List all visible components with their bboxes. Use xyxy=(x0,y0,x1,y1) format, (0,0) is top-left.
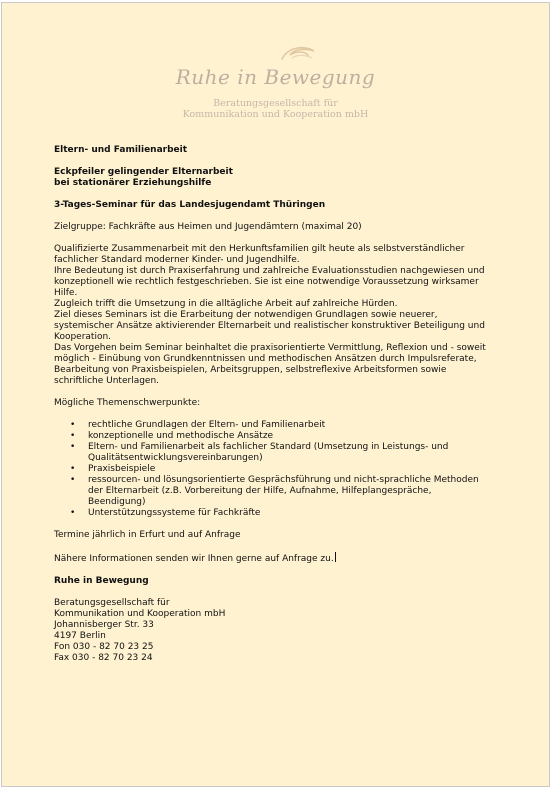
heading: Eltern- und Familienarbeit xyxy=(54,145,188,155)
bullet-icon: • xyxy=(70,420,76,430)
subheading-line: bei stationärer Erziehungshilfe xyxy=(54,178,212,188)
intro-line: Ziel dieses Seminars ist die Erarbeitung der notwendigen Grundlagen sowie neuerer, xyxy=(54,310,438,320)
list-item: • Unterstützungssysteme für Fachkräfte xyxy=(70,508,261,518)
address-block xyxy=(54,598,509,664)
list-item: • konzeptionelle und methodische Ansätze xyxy=(70,431,274,441)
seminar-title: 3-Tages-Seminar für das Landesjugendamt Thüringen xyxy=(54,200,326,210)
intro-line: Ihre Bedeutung ist durch Praxiserfahrung und zahlreiche Evaluationsstudien nachgewiesen und xyxy=(54,266,485,276)
address-line: Fax 030 - 82 70 23 24 xyxy=(54,653,153,663)
more-info-text[interactable]: Nähere Informationen senden wir Ihnen gerne auf Anfrage zu. xyxy=(54,554,334,564)
intro-line: Hilfe. xyxy=(54,288,78,298)
topics-heading: Mögliche Themenschwerpunkte: xyxy=(54,398,201,408)
subheading-line: Eckpfeiler gelingender Elternarbeit xyxy=(54,167,233,177)
list-item: • rechtliche Grundlagen der Eltern- und Familienarbeit xyxy=(70,420,326,430)
address-line: Fon 030 - 82 70 23 25 xyxy=(54,642,154,652)
list-item: • ressourcen- und lösungsorientierte Gesprächsführung und nicht-sprachliche Methoden der Elternarbeit (z.B. Vorbereitung der Hilfe, Aufnahme, Hilfeplangespräche, Beendigung) xyxy=(70,475,479,507)
logo-subtitle-line: Beratungsgesellschaft für xyxy=(213,98,338,109)
logo-title: Ruhe in Bewegung xyxy=(175,65,376,89)
bullet-icon: • xyxy=(70,442,76,452)
intro-line: fachlicher Standard moderner Kinder- und Jugendhilfe. xyxy=(54,255,300,265)
intro-line: Das Vorgehen beim Seminar beinhaltet die praxisorientierte Vermittlung, Reflexion und - soweit xyxy=(54,343,486,353)
address-line: Johannisberger Str. 33 xyxy=(54,620,154,630)
address-line: 4197 Berlin xyxy=(54,631,106,641)
address-line: Beratungsgesellschaft für xyxy=(54,598,170,608)
list-item: • Praxisbeispiele xyxy=(70,464,156,474)
logo-subtitle xyxy=(2,98,549,120)
bullet-icon: • xyxy=(70,475,76,485)
bullet-icon: • xyxy=(70,508,76,518)
document-body xyxy=(54,145,509,664)
intro-line: systemischer Ansätze aktivierender Elternarbeit und realistischer konstruktiver Beteiligung und xyxy=(54,321,485,331)
intro-line: Bearbeitung von Praxisbeispielen, Arbeitsgruppen, selbstreflexive Arbeitsformen sowie xyxy=(54,365,447,375)
intro-line: möglich - Einübung von Grundkenntnissen und methodischen Ansätzen durch Impulsreferate, xyxy=(54,354,477,364)
topics-list xyxy=(54,420,509,519)
company-name: Ruhe in Bewegung xyxy=(54,576,149,586)
intro-line: konzeptionell wie rechtlich festgeschrieben. Sie ist eine notwendige Voraussetzung wirksamer xyxy=(54,277,479,287)
intro-line: Zugleich trifft die Umsetzung in die alltägliche Arbeit auf zahlreiche Hürden. xyxy=(54,299,398,309)
address-line: Kommunikation und Kooperation mbH xyxy=(54,609,226,619)
intro-line: schriftliche Unterlagen. xyxy=(54,376,160,386)
document-page xyxy=(1,2,550,787)
intro-paragraph xyxy=(54,244,509,387)
logo-subtitle-line: Kommunikation und Kooperation mbH xyxy=(182,109,369,120)
dates-text: Termine jährlich in Erfurt und auf Anfrage xyxy=(54,530,241,540)
swirl-logo-icon xyxy=(278,43,320,65)
intro-line: Kooperation. xyxy=(54,332,112,342)
target-group: Zielgruppe: Fachkräfte aus Heimen und Jugendämtern (maximal 20) xyxy=(54,222,362,232)
bullet-icon: • xyxy=(70,431,76,441)
list-item: • Eltern- und Familienarbeit als fachlicher Standard (Umsetzung in Leistungs- und Qualitätsentwicklungsvereinbarungen) xyxy=(70,442,449,463)
text-cursor xyxy=(335,552,336,562)
bullet-icon: • xyxy=(70,464,76,474)
intro-line: Qualifizierte Zusammenarbeit mit den Herkunftsfamilien gilt heute als selbstverständlicher xyxy=(54,244,465,254)
